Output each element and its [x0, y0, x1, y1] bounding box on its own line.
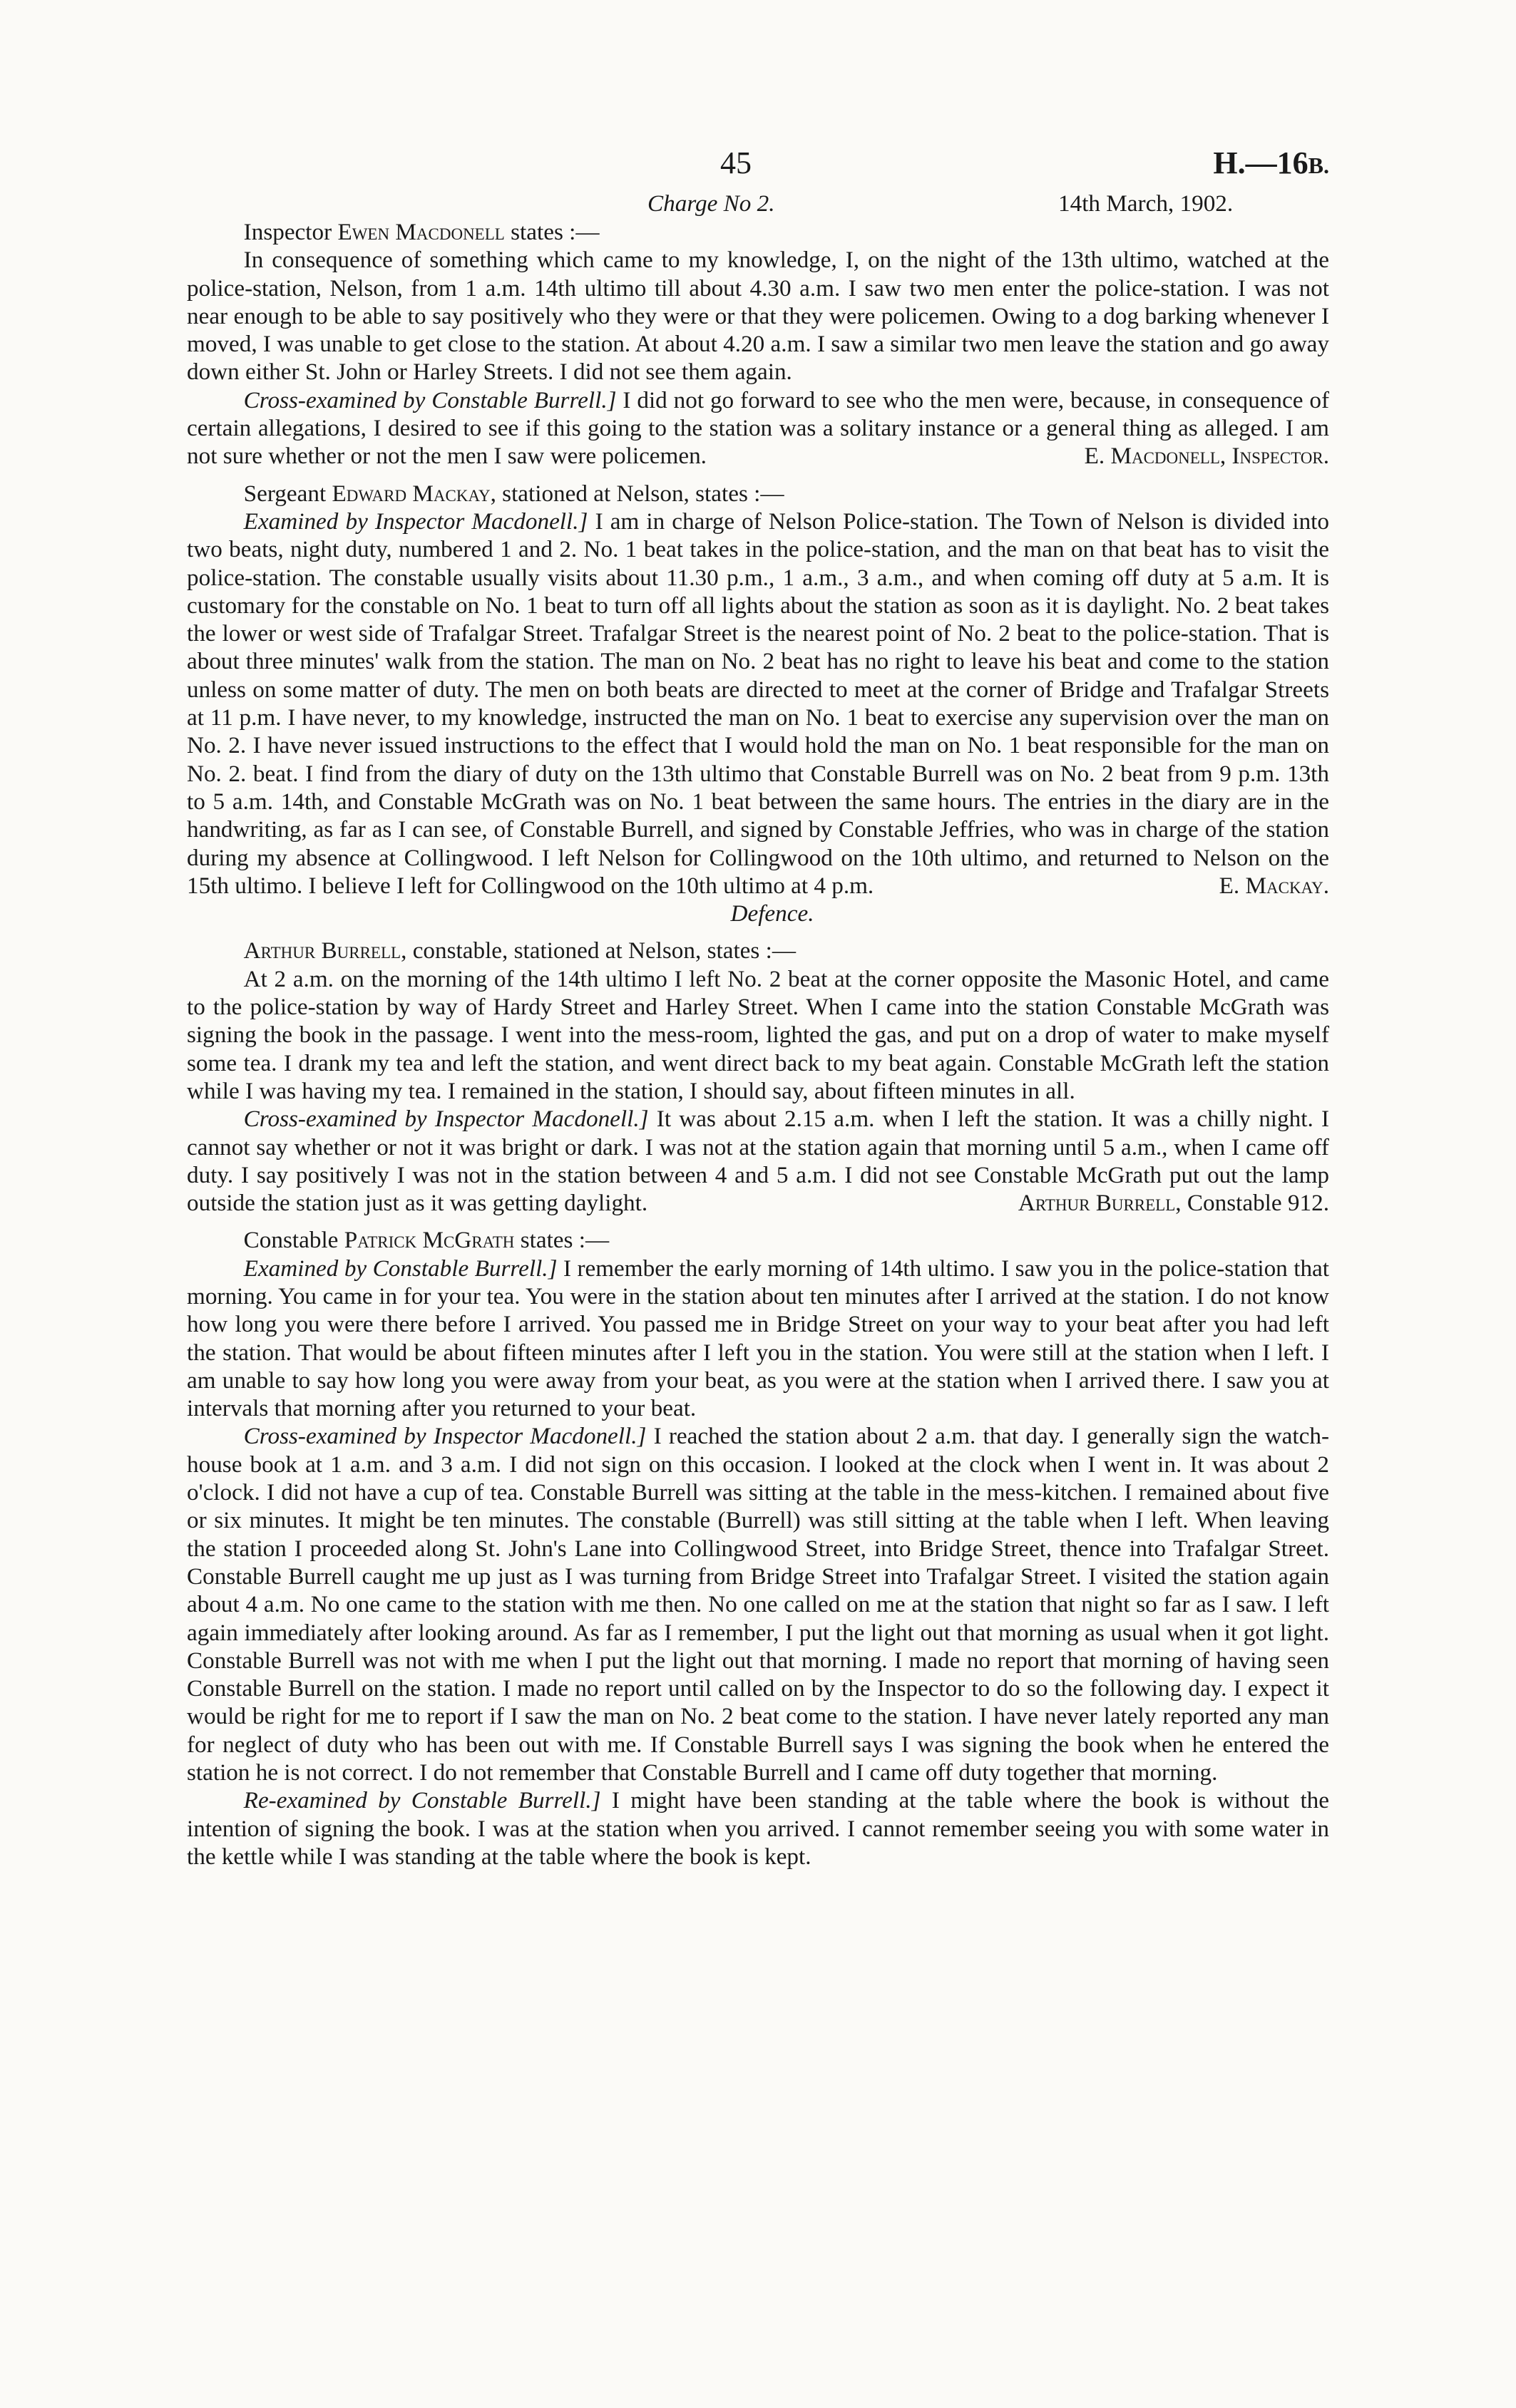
examination-paragraph: [187, 508, 1329, 900]
witness-name: Patrick McGrath: [344, 1227, 515, 1254]
intro-suffix: states :—: [504, 219, 600, 245]
cross-exam-label: Cross-examined by Inspector Macdonell.]: [243, 1106, 649, 1133]
witness-intro-mackay: [187, 480, 1329, 508]
defence-heading: Defence.: [730, 900, 814, 927]
statement-paragraph: In consequence of something which came to my knowledge, I, on the night of the 13th ultimo, watched at the police-station, Nelson, from 1 a.m. 14th ultimo till about 4.30 a.m. I saw two men enter the police-station. I was not near enough to be able to say positively who they were or that they were policemen. Owing to a dog barking whenever I moved, I was unable to get close to the station. At about 4.20 a.m. I saw a similar two men leave the station and go away down either St. John or Harley Streets. I did not see them again.: [187, 247, 1329, 386]
cross-exam-label: Cross-examined by Constable Burrell.]: [243, 386, 617, 413]
exam-text: I remember the early morning of 14th ultimo. I saw you in the police-station that morning. You came in for your tea. You were in the station about ten minutes after I arrived at the station. I do not know how long you were there before I arrived. You passed me in Bridge Street on your way to your beat after you had left the station. That would be about fifteen minutes after I left you in the station. You were still at the station when I left. I am unable to say how long you were away from your beat, as you were at the station when I arrived there. I saw you at intervals that morning after you returned to your beat.: [187, 1255, 1329, 1422]
intro-suffix: states :—: [514, 1227, 610, 1254]
charge-date: 14th March, 1902.: [1058, 190, 1234, 217]
intro-prefix: Inspector: [243, 219, 338, 245]
charge-heading: [187, 190, 1329, 218]
document-reference: [1213, 145, 1329, 183]
charge-title: Charge No 2.: [647, 190, 775, 217]
exam-label: Examined by Inspector Macdonell.]: [243, 508, 588, 535]
statement-paragraph: At 2 a.m. on the morning of the 14th ultimo I left No. 2 beat at the corner opposite the Masonic Hotel, and came to the police-station by way of Hardy Street and Harley Street. When I came into the station Constable McGrath was signing the book in the passage. I went into the mess-room, lighted the gas, and put on a drop of water to make myself some tea. I drank my tea and left the station, and went direct back to my beat again. Constable McGrath left the station while I was having my tea. I remained in the station, I should say, about fifteen minutes in all.: [187, 965, 1329, 1104]
reference-suffix: B.: [1308, 153, 1329, 178]
intro-suffix: , stationed at Nelson, states :—: [490, 480, 784, 507]
signature: E. Macdonell, Inspector.: [1084, 443, 1329, 470]
examination-paragraph: [187, 1255, 1329, 1423]
signature: [961, 1189, 1329, 1217]
cross-examination-paragraph: [187, 1105, 1329, 1217]
witness-intro-macdonell: [187, 218, 1329, 246]
intro-suffix: , constable, stationed at Nelson, states :—: [401, 937, 797, 964]
page-number: 45: [720, 145, 752, 180]
signature-title: , Constable 912.: [1175, 1190, 1329, 1217]
signature: E. Mackay.: [1219, 872, 1329, 899]
exam-text: I am in charge of Nelson Police-station. The Town of Nelson is divided into two beats, night duty, numbered 1 and 2. No. 1 beat takes in the police-station, and the man on that beat has to visit the police-station. The constable usually visits about 11.30 p.m., 1 a.m., 3 a.m., and when coming off duty at 5 a.m. It is customary for the constable on No. 1 beat to turn off all lights about the station as soon as it is daylight. No. 2 beat takes the lower or west side of Trafalgar Street. Trafalgar Street is the nearest point of No. 2 beat to the police-station. That is about three minutes' walk from the station. The man on No. 2 beat has no right to leave his beat and come to the station unless on some matter of duty. The men on both beats are directed to meet at the corner of Bridge and Trafalgar Streets at 11 p.m. I have never, to my knowledge, instructed the man on No. 1 beat to exercise any supervision over the man on No. 2. I have never issued instructions to the effect that I would hold the man on No. 1 beat responsible for the man on No. 2. beat. I find from the diary of duty on the 13th ultimo that Constable Burrell was on No. 2 beat from 9 p.m. 13th to 5 a.m. 14th, and Constable McGrath was on No. 1 beat between the same hours. The entries in the diary are in the handwriting, as far as I can see, of Constable Burrell, and signed by Constable Jeffries, who was in charge of the station during my absence at Collingwood. I left Nelson for Collingwood on the 10th ultimo, and returned to Nelson on the 15th ultimo. I believe I left for Collingwood on the 10th ultimo at 4 p.m.: [187, 508, 1329, 899]
witness-name: Edward Mackay: [332, 480, 491, 507]
intro-prefix: Constable: [243, 1227, 344, 1254]
re-exam-text: I might have been standing at the table where the book is without the intention of signing the book. I was at the station when you arrived. I cannot remember seeing you with some water in the kettle while I was standing at the table where the book is kept.: [187, 1787, 1330, 1870]
cross-exam-text: It was about 2.15 a.m. when I left the station. It was a chilly night. I cannot say whether or not it was bright or dark. I was not at the station again that morning until 5 a.m., when I came off duty. I say positively I was not in the station between 4 and 5 a.m. I did not see Constable McGrath put out the lamp outside the station just as it was getting daylight.: [187, 1106, 1329, 1217]
cross-examination-paragraph: [187, 386, 1329, 470]
cross-examination-paragraph: [187, 1422, 1329, 1786]
witness-intro-mcgrath: [187, 1226, 1329, 1254]
cross-exam-text: I reached the station about 2 a.m. that day. I generally sign the watch-house book at 1 a.m. and 3 a.m. I did not sign on this occasion. I looked at the clock when I went in. It was about 2 o'clock. I did not have a cup of tea. Constable Burrell was sitting at the table in the mess-kitchen. I remained about five or six minutes. It might be ten minutes. The constable (Burrell) was still sitting at the table when I left. When leaving the station I proceeded along St. John's Lane into Collingwood Street, into Bridge Street, thence into Trafalgar Street. Constable Burrell caught me up just as I was turning from Bridge Street into Trafalgar Street. I visited the station again about 4 a.m. No one came to the station with me then. No one called on me at the station that night so far as I saw. I left again immediately after looking around. As far as I remember, I put the light out that morning as usual when it got light. Constable Burrell was not with me when I put the light out that morning. I made no report that morning of having seen Constable Burrell on the station. I made no report until called on by the Inspector to do so the following day. I expect it would be right for me to report if I saw the man on No. 2 beat come to the station. I have never lately reported any man for neglect of duty who has been out with me. If Constable Burrell says I was signing the book when he entered the station he is not correct. I do not remember that Constable Burrell and I came off duty together that morning.: [187, 1423, 1329, 1786]
reference-main: H.—16: [1213, 145, 1308, 180]
witness-name: Arthur Burrell: [243, 937, 401, 964]
re-examination-paragraph: [187, 1786, 1329, 1871]
witness-intro-burrell: [187, 937, 1329, 964]
intro-prefix: Sergeant: [243, 480, 332, 507]
page-header: [187, 145, 1329, 190]
exam-label: Examined by Constable Burrell.]: [243, 1255, 558, 1282]
document-page: [187, 145, 1330, 1871]
signature-name: Arthur Burrell: [1018, 1190, 1176, 1217]
re-exam-label: Re-examined by Constable Burrell.]: [243, 1787, 601, 1814]
witness-name: Ewen Macdonell: [337, 219, 505, 245]
cross-exam-label: Cross-examined by Inspector Macdonell.]: [243, 1423, 647, 1450]
cross-exam-text: I did not go forward to see who the men were, because, in consequence of certain allegations, I desired to see if this going to the station was a solitary instance or a general thing as alleged. I am not sure whether or not the men I saw were policemen.: [187, 386, 1329, 470]
